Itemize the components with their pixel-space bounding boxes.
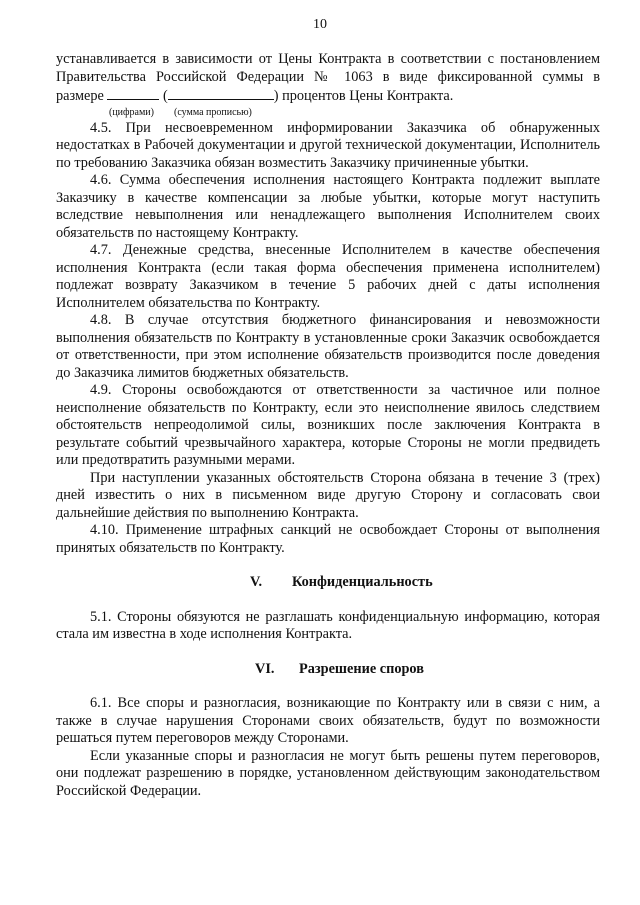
spacer bbox=[56, 592, 600, 609]
intro-paragraph-line-3 bbox=[56, 86, 600, 106]
paragraph-4-9: 4.9. Стороны освобождаются от ответственности за частичное или полное неисполнение обязательств по Контракту, если это неисполнение явилось следствием обстоятельств непреодолимой силы, возникших после заключения Контракта в результате событий чрезвычайного характера, которые Стороны не могли предвидеть или предотвратить разумными мерами. bbox=[56, 382, 600, 468]
spacer bbox=[56, 557, 600, 574]
spacer bbox=[56, 644, 600, 661]
section-5-title: Конфиденциальность bbox=[292, 574, 433, 590]
section-6-number: VI. bbox=[255, 660, 275, 677]
intro-line-1: устанавливается в зависимости от Цены Контракта в соответствии с постановлением bbox=[56, 51, 600, 67]
intro-line-3-open-paren: ( bbox=[162, 88, 168, 104]
paragraph-4-8: 4.8. В случае отсутствия бюджетного финансирования и невозможности выполнения обязательств по Контракту в установленные сроки Заказчик освобождается от ответственности, при этом исполнение обязательств производится после доведения до Заказчика лимитов бюджетных обязательств. bbox=[56, 312, 600, 381]
paragraph-6-1: 6.1. Все споры и разногласия, возникающие по Контракту или в связи с ним, а также в случае нарушения Сторонами своих обязательств, будут по возможности решаться путем переговоров между Сторонами. bbox=[56, 695, 600, 746]
intro-line-3-end: ) процентов Цены Контракта. bbox=[273, 88, 454, 104]
amount-words-blank bbox=[168, 86, 274, 100]
section-5-number: V. bbox=[250, 574, 263, 590]
caption-words: (сумма прописью) bbox=[174, 106, 252, 118]
caption-digits: (цифрами) bbox=[109, 106, 154, 118]
amount-digits-blank bbox=[107, 86, 159, 100]
document-body bbox=[56, 51, 600, 800]
paragraph-5-1: 5.1. Стороны обязуются не разглашать конфиденциальную информацию, которая стала им известна в ходе исполнения Контракта. bbox=[56, 608, 600, 642]
blank-captions bbox=[56, 106, 600, 120]
intro-paragraph bbox=[56, 51, 600, 69]
intro-paragraph-line-2 bbox=[56, 69, 600, 87]
intro-line-3-start: размере bbox=[56, 88, 104, 104]
paragraph-4-7: 4.7. Денежные средства, внесенные Исполнителем в качестве обеспечения исполнения Контракта (если такая форма обеспечения применена исполнителем) подлежат возврату Заказчиком в течение 5 рабочих дней с даты исполнения Исполнителем обязательства по Контракту. bbox=[56, 242, 600, 311]
intro-line-2: Правительства Российской Федерации № 1063 в виде фиксированной суммы в bbox=[56, 68, 600, 85]
paragraph-6-dispute-resolution: Если указанные споры и разногласия не могут быть решены путем переговоров, они подлежат разрешению в порядке, установленном действующим законодательством Российской Федерации. bbox=[56, 747, 600, 799]
section-heading-6 bbox=[56, 661, 600, 679]
spacer bbox=[56, 678, 600, 695]
paragraph-4-10: 4.10. Применение штрафных санкций не освобождает Стороны от выполнения принятых обязательств по Контракту. bbox=[56, 522, 600, 556]
section-heading-5 bbox=[56, 574, 600, 592]
paragraph-4-5: 4.5. При несвоевременном информировании Заказчика об обнаруженных недостатках в Рабочей документации и другой технической документации, Исполнитель по требованию Заказчика обязан возместить Заказчику причиненные убытки. bbox=[56, 119, 600, 171]
paragraph-force-majeure-notice: При наступлении указанных обстоятельств Сторона обязана в течение 3 (трех) дней известить о них в письменном виде другую Сторону и согласовать свои дальнейшие действия по выполнению Контракта. bbox=[56, 469, 600, 521]
paragraph-4-6: 4.6. Сумма обеспечения исполнения настоящего Контракта подлежит выплате Заказчику в качестве компенсации за любые убытки, которые могут наступить вследствие невыполнения или ненадлежащего выполнения Исполнителем своих обязательств по настоящему Контракту. bbox=[56, 172, 600, 241]
section-6-title: Разрешение споров bbox=[299, 660, 424, 677]
page-number: 10 bbox=[313, 17, 327, 32]
